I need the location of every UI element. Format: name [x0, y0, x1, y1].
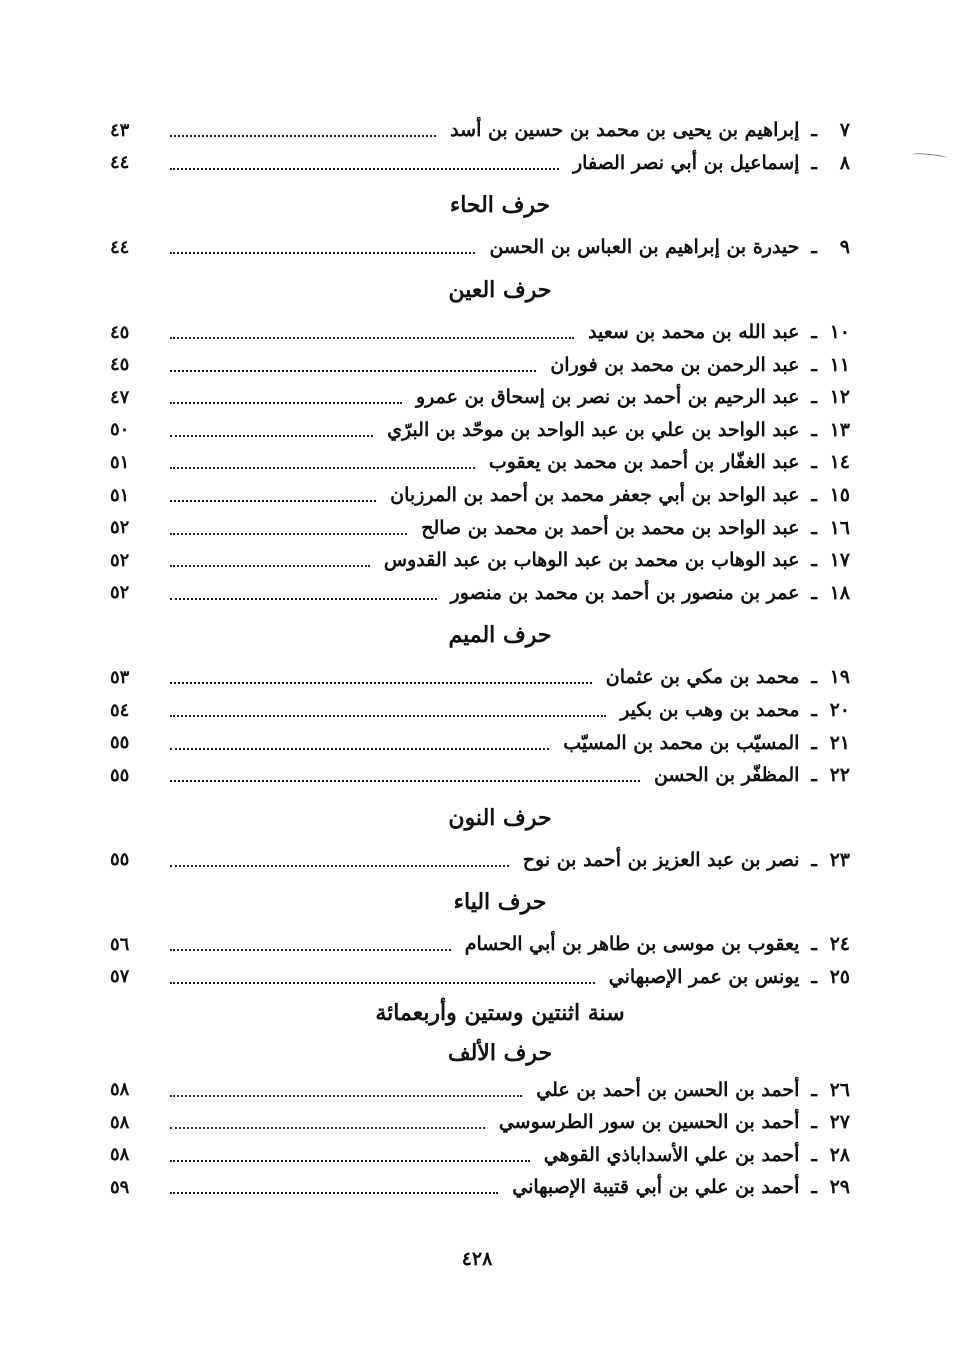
entry-number: ١٣ [829, 418, 850, 441]
dot-leader [170, 949, 451, 951]
section-heading: حرف الميم [448, 622, 552, 649]
entry-number: ٢٤ [829, 933, 850, 956]
entry-number: ١٤ [829, 451, 850, 474]
dot-leader [170, 533, 407, 535]
dot-leader [170, 337, 574, 339]
entry-page-number: ٤٥ [110, 354, 130, 376]
dot-leader [170, 467, 475, 469]
entry-name: عمر بن منصور بن أحمد بن محمد بن منصور [450, 581, 800, 604]
entry-name: المظفّر بن الحسن [653, 764, 800, 787]
entry-page-number: ٥٨ [110, 1144, 130, 1166]
entry-page-number: ٤٣ [110, 119, 130, 141]
entry-page-number: ٥٠ [110, 419, 130, 441]
toc-entry [110, 577, 850, 610]
toc-entry [110, 414, 850, 447]
dot-leader [170, 402, 402, 404]
entry-separator: ـ [811, 119, 817, 142]
entry-separator: ـ [811, 965, 817, 988]
toc-entry [110, 114, 850, 147]
entry-page-number: ٥٧ [110, 966, 130, 988]
entry-number: ٨ [839, 151, 850, 174]
toc-entry [110, 231, 850, 264]
entry-name: أحمد بن علي بن أبي قتيبة الإصبهاني [512, 1176, 800, 1199]
dot-leader [170, 982, 595, 984]
dot-leader [170, 748, 549, 750]
entry-separator: ـ [811, 353, 817, 376]
toc-entry [110, 511, 850, 544]
entry-separator: ـ [811, 321, 817, 344]
entry-name: عبد الوهاب بن محمد بن عبد الوهاب بن عبد القدوس [383, 549, 800, 572]
entry-number: ٢٦ [829, 1078, 850, 1101]
dot-leader [170, 500, 376, 502]
dot-leader [170, 1160, 530, 1162]
entry-name: أحمد بن الحسين بن سور الطرسوسي [498, 1111, 800, 1134]
entry-separator: ـ [811, 451, 817, 474]
entry-number: ١٨ [829, 581, 850, 604]
toc-entry [110, 661, 850, 694]
entry-name: المسيّب بن محمد بن المسيّب [563, 731, 800, 754]
entry-name: عبد الرحيم بن أحمد بن نصر بن إسحاق بن عمرو [415, 386, 800, 409]
toc-entry [110, 1138, 850, 1171]
entry-number: ١٢ [829, 386, 850, 409]
entry-separator: ـ [811, 848, 817, 871]
entry-page-number: ٥١ [110, 484, 130, 506]
entry-number: ١١ [829, 353, 850, 376]
dot-leader [170, 435, 373, 437]
toc-entry [110, 348, 850, 381]
entry-page-number: ٥٨ [110, 1111, 130, 1133]
dot-leader [170, 565, 370, 567]
entry-name: أحمد بن علي الأسداباذي القوهي [543, 1143, 800, 1166]
entry-page-number: ٥٩ [110, 1176, 130, 1198]
entry-name: عبد الله بن محمد بن سعيد [588, 321, 800, 344]
entry-page-number: ٥٨ [110, 1079, 130, 1101]
entry-number: ٢٣ [829, 848, 850, 871]
table-of-contents [110, 114, 850, 1204]
entry-page-number: ٤٧ [110, 386, 130, 408]
entry-page-number: ٥٤ [110, 699, 130, 721]
entry-separator: ـ [811, 699, 817, 722]
toc-entry [110, 961, 850, 994]
entry-name: أحمد بن الحسن بن أحمد بن علي [536, 1078, 800, 1101]
dot-leader [170, 1192, 498, 1194]
dot-leader [170, 598, 437, 600]
entry-name: عبد الغفّار بن أحمد بن محمد بن يعقوب [488, 451, 800, 474]
entry-number: ٢٩ [829, 1176, 850, 1199]
toc-entry [110, 726, 850, 759]
entry-page-number: ٥٥ [110, 849, 130, 871]
entry-separator: ـ [811, 418, 817, 441]
entry-name: إبراهيم بن يحيى بن محمد بن حسين بن أسد [450, 119, 800, 142]
entry-name: عبد الرحمن بن محمد بن فوران [550, 353, 800, 376]
entry-number: ١٩ [829, 666, 850, 689]
entry-page-number: ٤٥ [110, 321, 130, 343]
entry-number: ٢٠ [829, 699, 850, 722]
entry-separator: ـ [811, 1176, 817, 1199]
dot-leader [170, 682, 592, 684]
entry-page-number: ٥٦ [110, 933, 130, 955]
entry-separator: ـ [811, 764, 817, 787]
toc-entry [110, 928, 850, 961]
entry-page-number: ٥١ [110, 451, 130, 473]
toc-entry [110, 1106, 850, 1139]
entry-number: ٢٥ [829, 965, 850, 988]
entry-page-number: ٥٥ [110, 732, 130, 754]
entry-number: ١٥ [829, 484, 850, 507]
toc-entry [110, 1171, 850, 1204]
entry-separator: ـ [811, 386, 817, 409]
entry-page-number: ٥٣ [110, 666, 130, 688]
entry-separator: ـ [811, 731, 817, 754]
entry-page-number: ٥٢ [110, 517, 130, 539]
entry-page-number: ٥٥ [110, 764, 130, 786]
entry-number: ٩ [839, 236, 850, 259]
entry-name: يعقوب بن موسى بن طاهر بن أبي الحسام [464, 933, 800, 956]
entry-number: ١٧ [829, 549, 850, 572]
entry-name: عبد الواحد بن علي بن عبد الواحد بن موحّد بن البرّي [387, 418, 800, 441]
toc-entry [110, 381, 850, 414]
entry-number: ٢٢ [829, 764, 850, 787]
year-heading: سنة اثنتين وستين وأربعمائة [375, 1000, 625, 1027]
entry-separator: ـ [811, 236, 817, 259]
entry-separator: ـ [811, 1143, 817, 1166]
entry-name: محمد بن وهب بن بكير [620, 699, 800, 722]
toc-entry [110, 759, 850, 792]
toc-entry [110, 1073, 850, 1106]
toc-entry [110, 446, 850, 479]
dot-leader [170, 1127, 485, 1129]
scan-mark [912, 152, 948, 161]
dot-leader [170, 135, 436, 137]
entry-separator: ـ [811, 933, 817, 956]
entry-name: حيدرة بن إبراهيم بن العباس بن الحسن [489, 236, 800, 259]
section-heading: حرف الألف [447, 1040, 553, 1067]
toc-entry [110, 479, 850, 512]
toc-entry [110, 844, 850, 877]
entry-number: ٧ [839, 119, 850, 142]
entry-separator: ـ [811, 666, 817, 689]
dot-leader [170, 252, 475, 254]
toc-entry [110, 147, 850, 180]
entry-separator: ـ [811, 151, 817, 174]
section-heading: حرف الحاء [449, 192, 551, 219]
entry-name: محمد بن مكي بن عثمان [605, 666, 800, 689]
dot-leader [170, 780, 640, 782]
entry-name: عبد الواحد بن أبي جعفر محمد بن أحمد بن المرزبان [390, 484, 800, 507]
entry-name: عبد الواحد بن محمد بن أحمد بن محمد بن صالح [421, 516, 800, 539]
entry-name: نصر بن عبد العزيز بن أحمد بن نوح [522, 848, 800, 871]
entry-name: يونس بن عمر الإصبهاني [608, 965, 800, 988]
toc-entry [110, 694, 850, 727]
entry-number: ٢١ [829, 731, 850, 754]
entry-separator: ـ [811, 484, 817, 507]
page-number: ٤٢٨ [461, 1248, 493, 1270]
entry-number: ٢٨ [829, 1143, 850, 1166]
section-heading: حرف العين [448, 276, 552, 303]
dot-leader [170, 715, 606, 717]
entry-separator: ـ [811, 1078, 817, 1101]
entry-number: ٢٧ [829, 1111, 850, 1134]
entry-page-number: ٤٤ [110, 236, 130, 258]
entry-page-number: ٥٢ [110, 582, 130, 604]
dot-leader [170, 865, 509, 867]
entry-number: ١٠ [829, 321, 850, 344]
toc-entry [110, 316, 850, 349]
dot-leader [170, 168, 559, 170]
section-heading: حرف الياء [453, 889, 547, 916]
entry-separator: ـ [811, 516, 817, 539]
entry-separator: ـ [811, 581, 817, 604]
entry-page-number: ٤٤ [110, 152, 130, 174]
entry-page-number: ٥٢ [110, 549, 130, 571]
entry-separator: ـ [811, 1111, 817, 1134]
entry-number: ١٦ [829, 516, 850, 539]
section-heading: حرف النون [448, 804, 552, 831]
entry-name: إسماعيل بن أبي نصر الصفار [573, 151, 800, 174]
toc-entry [110, 544, 850, 577]
dot-leader [170, 370, 536, 372]
entry-separator: ـ [811, 549, 817, 572]
dot-leader [170, 1095, 522, 1097]
